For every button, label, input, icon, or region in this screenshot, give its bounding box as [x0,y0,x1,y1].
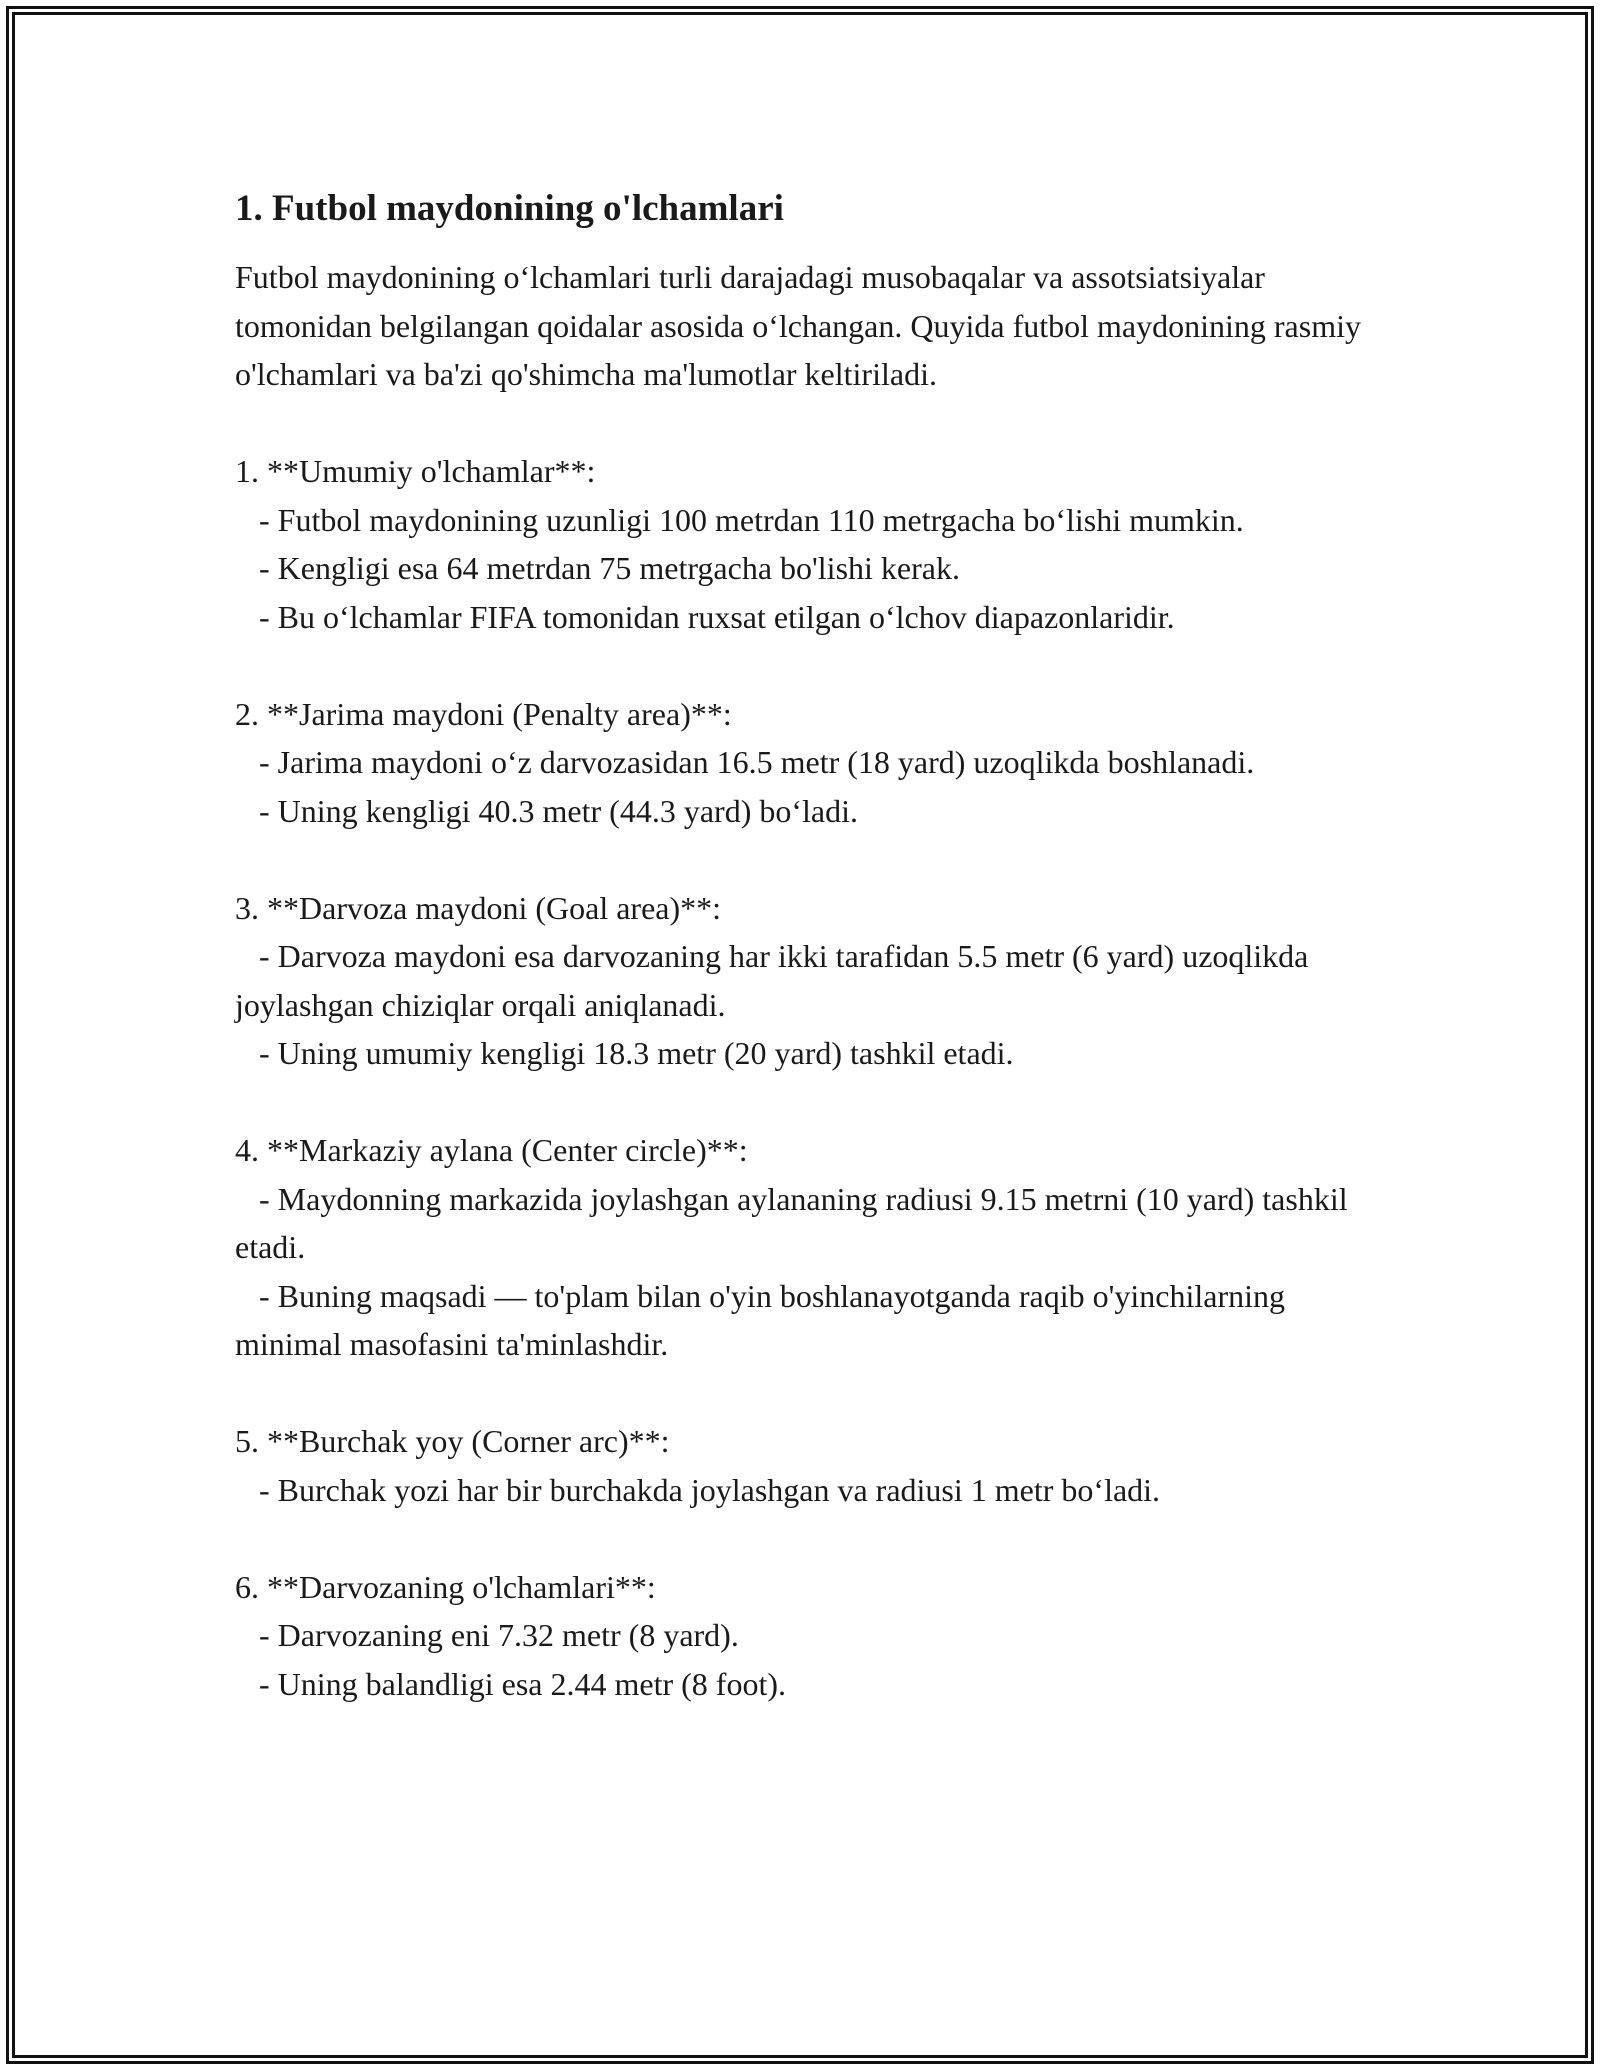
section-bullet: - Maydonning markazida joylashgan aylananing radiusi 9.15 metrni (10 yard) tashkil etadi. [235,1180,1356,1265]
section-general-dimensions [235,447,1375,641]
section-bullet: - Uning umumiy kengligi 18.3 metr (20 yard) tashkil etadi. [235,1035,1014,1071]
section-center-circle [235,1126,1375,1369]
section-bullet: - Futbol maydonining uzunligi 100 metrdan 110 metrgacha bo‘lishi mumkin. [235,501,1244,538]
section-bullet: - Buning maqsadi — to'plam bilan o'yin boshlanayotganda raqib o'yinchilarning minimal masofasini ta'minlashdir. [235,1277,1293,1362]
section-bullet: - Burchak yozi har bir burchakda joylashgan va radiusi 1 metr bo‘ladi. [235,1471,1161,1508]
section-goal-area [235,884,1375,1078]
section-penalty-area [235,690,1375,836]
section-heading: 4. **Markaziy aylana (Center circle)**: [235,1132,748,1168]
section-heading: 5. **Burchak yoy (Corner arc)**: [235,1423,670,1459]
section-corner-arc [235,1417,1375,1514]
section-bullet: - Darvoza maydoni esa darvozaning har ikki tarafidan 5.5 metr (6 yard) uzoqlikda joylashgan chiziqlar orqali aniqlanadi. [235,938,1317,1023]
section-bullet: - Darvozaning eni 7.32 metr (8 yard). [235,1617,739,1653]
section-bullet: - Kengligi esa 64 metrdan 75 metrgacha bo'lishi kerak. [235,550,960,586]
section-bullet: - Bu o‘lchamlar FIFA tomonidan ruxsat etilgan o‘lchov diapazonlaridir. [235,598,1175,635]
section-goal-dimensions [235,1563,1375,1709]
section-heading: 1. **Umumiy o'lchamlar**: [235,453,596,489]
section-bullet: - Uning balandligi esa 2.44 metr (8 foot). [235,1665,786,1702]
section-heading: 3. **Darvoza maydoni (Goal area)**: [235,889,722,926]
section-heading: 6. **Darvozaning o'lchamlari**: [235,1568,656,1605]
intro-paragraph: Futbol maydonining o‘lchamlari turli darajadagi musobaqalar va assotsiatsiyalar tomonidan belgilangan qoidalar asosida o‘lchangan. Quyida futbol maydonining rasmiy o'lchamlari va ba'zi qo'shimcha ma'lumotlar keltiriladi. [235,259,1361,392]
section-heading: 2. **Jarima maydoni (Penalty area)**: [235,695,732,732]
section-bullet: - Jarima maydoni o‘z darvozasidan 16.5 metr (18 yard) uzoqlikda boshlanadi. [235,744,1255,780]
document-body [235,185,1375,1708]
section-bullet: - Uning kengligi 40.3 metr (44.3 yard) bo‘ladi. [235,792,858,829]
document-title: 1. Futbol maydonining o'lchamlari [235,188,784,229]
